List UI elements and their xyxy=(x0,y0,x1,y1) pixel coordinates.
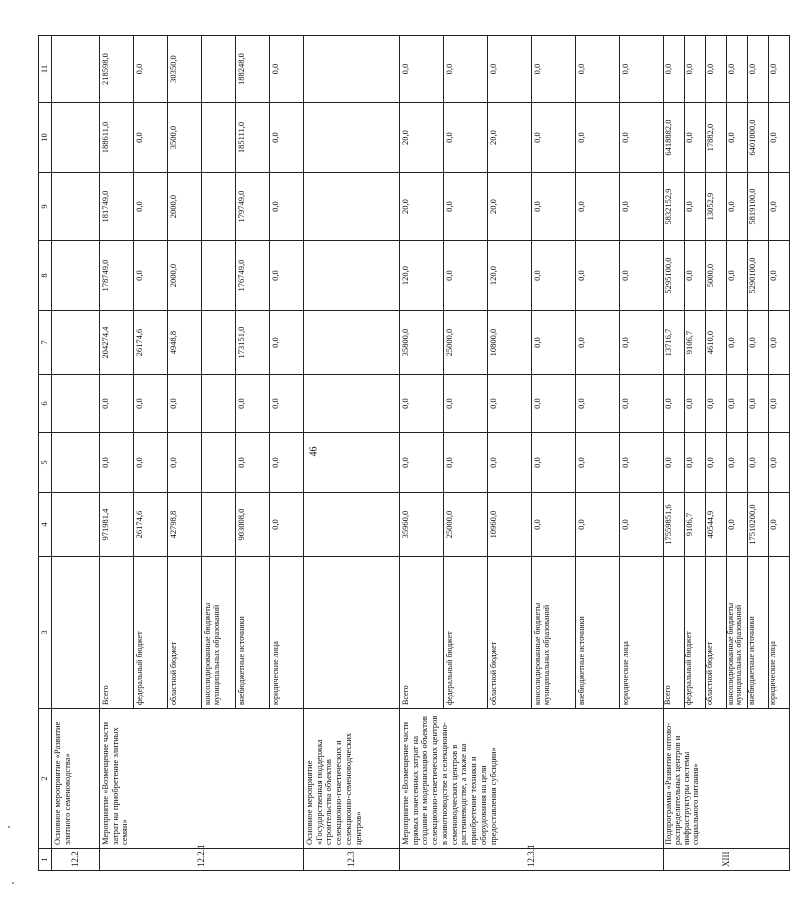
value-cell: 17559851,6 xyxy=(663,493,684,557)
value-cell: 0,0 xyxy=(575,241,619,311)
value-cell: 13052,9 xyxy=(705,173,726,241)
funding-source: Всего xyxy=(663,557,684,709)
value-cell xyxy=(51,36,99,103)
funding-source: юридические лица xyxy=(768,557,789,709)
value-cell: 0,0 xyxy=(768,173,789,241)
value-cell: 0,0 xyxy=(399,433,443,493)
value-cell: 0,0 xyxy=(768,36,789,103)
value-cell xyxy=(201,433,235,493)
value-cell: 0,0 xyxy=(747,36,768,103)
value-cell: 0,0 xyxy=(747,311,768,375)
funding-source: консолидированные бюджеты муниципальных образований xyxy=(201,557,235,709)
source-cell xyxy=(303,557,399,709)
page-number: 46 xyxy=(308,446,320,457)
value-cell xyxy=(303,493,399,557)
value-cell: 120,0 xyxy=(487,241,531,311)
value-cell xyxy=(201,103,235,173)
value-cell: 0,0 xyxy=(684,36,705,103)
value-cell: 25000,0 xyxy=(443,493,487,557)
value-cell xyxy=(51,173,99,241)
value-cell: 6418882,0 xyxy=(663,103,684,173)
value-cell: 173151,0 xyxy=(235,311,269,375)
value-cell: 25000,0 xyxy=(443,311,487,375)
value-cell: 0,0 xyxy=(575,36,619,103)
column-header-2: 2 xyxy=(39,709,52,849)
column-header-9: 9 xyxy=(39,173,52,241)
value-cell xyxy=(51,103,99,173)
value-cell: 26174,6 xyxy=(133,493,167,557)
source-cell xyxy=(51,557,99,709)
column-header-11: 11 xyxy=(39,36,52,103)
value-cell: 0,0 xyxy=(619,241,663,311)
value-cell: 0,0 xyxy=(575,311,619,375)
value-cell: 20,0 xyxy=(399,103,443,173)
value-cell: 0,0 xyxy=(684,241,705,311)
funding-source: областной бюджет xyxy=(705,557,726,709)
value-cell: 188611,0 xyxy=(99,103,133,173)
value-cell: 0,0 xyxy=(133,433,167,493)
funding-source: внебюджетные источники xyxy=(575,557,619,709)
value-cell: 0,0 xyxy=(619,36,663,103)
value-cell: 0,0 xyxy=(705,375,726,433)
value-cell: 0,0 xyxy=(531,36,575,103)
value-cell: 0,0 xyxy=(269,241,303,311)
value-cell: 0,0 xyxy=(619,311,663,375)
value-cell: 0,0 xyxy=(487,375,531,433)
value-cell xyxy=(303,173,399,241)
value-cell: 178749,0 xyxy=(99,241,133,311)
value-cell: 0,0 xyxy=(726,36,747,103)
section-code: 12.2.1 xyxy=(99,849,303,871)
value-cell xyxy=(303,36,399,103)
value-cell: 0,0 xyxy=(663,36,684,103)
value-cell: 2000,0 xyxy=(167,241,201,311)
value-cell xyxy=(51,311,99,375)
value-cell: 0,0 xyxy=(443,433,487,493)
value-cell: 30350,0 xyxy=(167,36,201,103)
value-cell xyxy=(51,375,99,433)
value-cell: 0,0 xyxy=(768,433,789,493)
value-cell: 20,0 xyxy=(487,103,531,173)
value-cell xyxy=(201,36,235,103)
value-cell: 0,0 xyxy=(443,173,487,241)
value-cell: 0,0 xyxy=(443,375,487,433)
value-cell: 10960,0 xyxy=(487,493,531,557)
value-cell xyxy=(51,493,99,557)
funding-source: областной бюджет xyxy=(167,557,201,709)
value-cell: 0,0 xyxy=(705,433,726,493)
value-cell: 3500,0 xyxy=(167,103,201,173)
value-cell: 6401000,0 xyxy=(747,103,768,173)
value-cell: 0,0 xyxy=(531,241,575,311)
value-cell xyxy=(51,433,99,493)
value-cell xyxy=(51,241,99,311)
value-cell: 0,0 xyxy=(619,375,663,433)
column-header-6: 6 xyxy=(39,375,52,433)
value-cell xyxy=(303,375,399,433)
value-cell: 0,0 xyxy=(575,493,619,557)
value-cell: 0,0 xyxy=(235,433,269,493)
value-cell: 35800,0 xyxy=(399,311,443,375)
value-cell: 0,0 xyxy=(768,375,789,433)
value-cell: 0,0 xyxy=(705,36,726,103)
value-cell: 0,0 xyxy=(269,493,303,557)
value-cell: 903008,0 xyxy=(235,493,269,557)
section-name: Основное мероприятие «Государственная поддержка строительства объектов селекционно-генетических и селекционно-семеноводческих центров» xyxy=(303,709,399,849)
section-name: Мероприятие «Возмещение части прямых понесенных затрат на создание и модернизацию объектов селекционно-генетических центров в животноводстве и селекционно-семеноводческих центров в растениеводстве, а также на приобретение техники и оборудования на цели предоставления субсидии» xyxy=(399,709,663,849)
section-code: 12.3 xyxy=(303,849,399,871)
header-row xyxy=(39,36,52,871)
value-cell: 0,0 xyxy=(399,36,443,103)
funding-source: Всего xyxy=(99,557,133,709)
section-name: Мероприятие «Возмещение части затрат на приобретение элитных семян» xyxy=(99,709,303,849)
value-cell: 0,0 xyxy=(167,375,201,433)
table-row xyxy=(399,36,443,871)
value-cell: 0,0 xyxy=(726,433,747,493)
value-cell: 0,0 xyxy=(663,433,684,493)
value-cell: 35960,0 xyxy=(399,493,443,557)
value-cell: 0,0 xyxy=(269,311,303,375)
value-cell: 5000,0 xyxy=(705,241,726,311)
value-cell: 0,0 xyxy=(575,375,619,433)
column-header-5: 5 xyxy=(39,433,52,493)
value-cell: 0,0 xyxy=(269,173,303,241)
value-cell: 0,0 xyxy=(619,433,663,493)
value-cell: 218598,0 xyxy=(99,36,133,103)
value-cell: 0,0 xyxy=(619,493,663,557)
value-cell: 0,0 xyxy=(133,375,167,433)
value-cell: 120,0 xyxy=(399,241,443,311)
value-cell: 20,0 xyxy=(487,173,531,241)
rotated-table-wrapper xyxy=(38,36,778,871)
value-cell: 0,0 xyxy=(531,311,575,375)
value-cell xyxy=(303,311,399,375)
value-cell: 10800,0 xyxy=(487,311,531,375)
funding-source: внебюджетные источники xyxy=(747,557,768,709)
value-cell: 0,0 xyxy=(531,433,575,493)
section-code: XIII xyxy=(663,849,789,871)
section-name: Основное мероприятие «Развитие элитного семеноводства» xyxy=(51,709,99,849)
value-cell: 0,0 xyxy=(726,493,747,557)
value-cell: 0,0 xyxy=(133,103,167,173)
funding-source: федеральный бюджет xyxy=(443,557,487,709)
value-cell: 188248,0 xyxy=(235,36,269,103)
value-cell: 0,0 xyxy=(443,241,487,311)
value-cell: 0,0 xyxy=(443,103,487,173)
value-cell: 0,0 xyxy=(531,103,575,173)
value-cell: 42798,8 xyxy=(167,493,201,557)
value-cell: 13716,7 xyxy=(663,311,684,375)
table-row xyxy=(663,36,684,871)
budget-table xyxy=(38,35,790,871)
funding-source: федеральный бюджет xyxy=(133,557,167,709)
value-cell: 5295100,0 xyxy=(663,241,684,311)
column-header-7: 7 xyxy=(39,311,52,375)
column-header-4: 4 xyxy=(39,493,52,557)
value-cell: 0,0 xyxy=(575,433,619,493)
value-cell: 0,0 xyxy=(235,375,269,433)
value-cell: 5290100,0 xyxy=(747,241,768,311)
funding-source: консолидированные бюджеты муниципальных образований xyxy=(726,557,747,709)
value-cell: 176749,0 xyxy=(235,241,269,311)
value-cell: 0,0 xyxy=(269,36,303,103)
value-cell: 0,0 xyxy=(619,173,663,241)
value-cell: 20,0 xyxy=(399,173,443,241)
value-cell: 179749,0 xyxy=(235,173,269,241)
value-cell: 5832152,9 xyxy=(663,173,684,241)
value-cell: 0,0 xyxy=(768,311,789,375)
funding-source: федеральный бюджет xyxy=(684,557,705,709)
value-cell xyxy=(303,433,399,493)
value-cell: 40544,9 xyxy=(705,493,726,557)
column-header-1: 1 xyxy=(39,849,52,871)
value-cell: 0,0 xyxy=(531,173,575,241)
section-code: 12.3.1 xyxy=(399,849,663,871)
value-cell: 0,0 xyxy=(99,433,133,493)
value-cell xyxy=(201,173,235,241)
value-cell: 0,0 xyxy=(726,241,747,311)
value-cell: 0,0 xyxy=(726,103,747,173)
value-cell: 0,0 xyxy=(747,433,768,493)
value-cell: 971981,4 xyxy=(99,493,133,557)
value-cell: 181749,0 xyxy=(99,173,133,241)
value-cell: 0,0 xyxy=(575,103,619,173)
value-cell: 0,0 xyxy=(768,103,789,173)
value-cell: 0,0 xyxy=(167,433,201,493)
value-cell: 0,0 xyxy=(684,375,705,433)
table-row xyxy=(99,36,133,871)
value-cell: 0,0 xyxy=(133,241,167,311)
value-cell: 0,0 xyxy=(487,36,531,103)
value-cell: 0,0 xyxy=(269,433,303,493)
value-cell: 0,0 xyxy=(726,311,747,375)
value-cell xyxy=(201,375,235,433)
value-cell: 17510200,0 xyxy=(747,493,768,557)
value-cell: 4948,8 xyxy=(167,311,201,375)
value-cell: 0,0 xyxy=(726,173,747,241)
value-cell: 0,0 xyxy=(768,241,789,311)
value-cell: 0,0 xyxy=(726,375,747,433)
value-cell: 2000,0 xyxy=(167,173,201,241)
value-cell: 0,0 xyxy=(747,375,768,433)
value-cell: 5819100,0 xyxy=(747,173,768,241)
value-cell: 0,0 xyxy=(663,375,684,433)
value-cell xyxy=(303,241,399,311)
value-cell: 204274,4 xyxy=(99,311,133,375)
funding-source: консолидированные бюджеты муниципальных образований xyxy=(531,557,575,709)
funding-source: областной бюджет xyxy=(487,557,531,709)
value-cell: 0,0 xyxy=(487,433,531,493)
value-cell: 4610,0 xyxy=(705,311,726,375)
value-cell: 0,0 xyxy=(684,433,705,493)
funding-source: внебюджетные источники xyxy=(235,557,269,709)
value-cell: 26174,6 xyxy=(133,311,167,375)
value-cell: 0,0 xyxy=(575,173,619,241)
column-header-3: 3 xyxy=(39,557,52,709)
section-code: 12.2 xyxy=(51,849,99,871)
funding-source: юридические лица xyxy=(269,557,303,709)
value-cell: 0,0 xyxy=(133,36,167,103)
value-cell: 9106,7 xyxy=(684,311,705,375)
value-cell: 0,0 xyxy=(443,36,487,103)
value-cell: 0,0 xyxy=(269,103,303,173)
value-cell: 0,0 xyxy=(619,103,663,173)
value-cell: 0,0 xyxy=(399,375,443,433)
table-body xyxy=(39,36,790,871)
value-cell xyxy=(201,311,235,375)
funding-source: юридические лица xyxy=(619,557,663,709)
column-header-10: 10 xyxy=(39,103,52,173)
value-cell: 0,0 xyxy=(684,103,705,173)
funding-source: Всего xyxy=(399,557,443,709)
value-cell xyxy=(303,103,399,173)
column-header-8: 8 xyxy=(39,241,52,311)
value-cell xyxy=(201,493,235,557)
value-cell: 185111,0 xyxy=(235,103,269,173)
value-cell: 0,0 xyxy=(531,493,575,557)
value-cell: 0,0 xyxy=(768,493,789,557)
section-name: Подпрограмма «Развитие оптово-распределительных центров и инфраструктуры системы социального питания» xyxy=(663,709,789,849)
value-cell: 17882,0 xyxy=(705,103,726,173)
value-cell: 0,0 xyxy=(99,375,133,433)
value-cell: 0,0 xyxy=(269,375,303,433)
value-cell: 9106,7 xyxy=(684,493,705,557)
value-cell: 0,0 xyxy=(133,173,167,241)
section-row xyxy=(51,36,99,871)
section-row xyxy=(303,36,399,871)
value-cell: 0,0 xyxy=(684,173,705,241)
value-cell: 0,0 xyxy=(531,375,575,433)
value-cell xyxy=(201,241,235,311)
